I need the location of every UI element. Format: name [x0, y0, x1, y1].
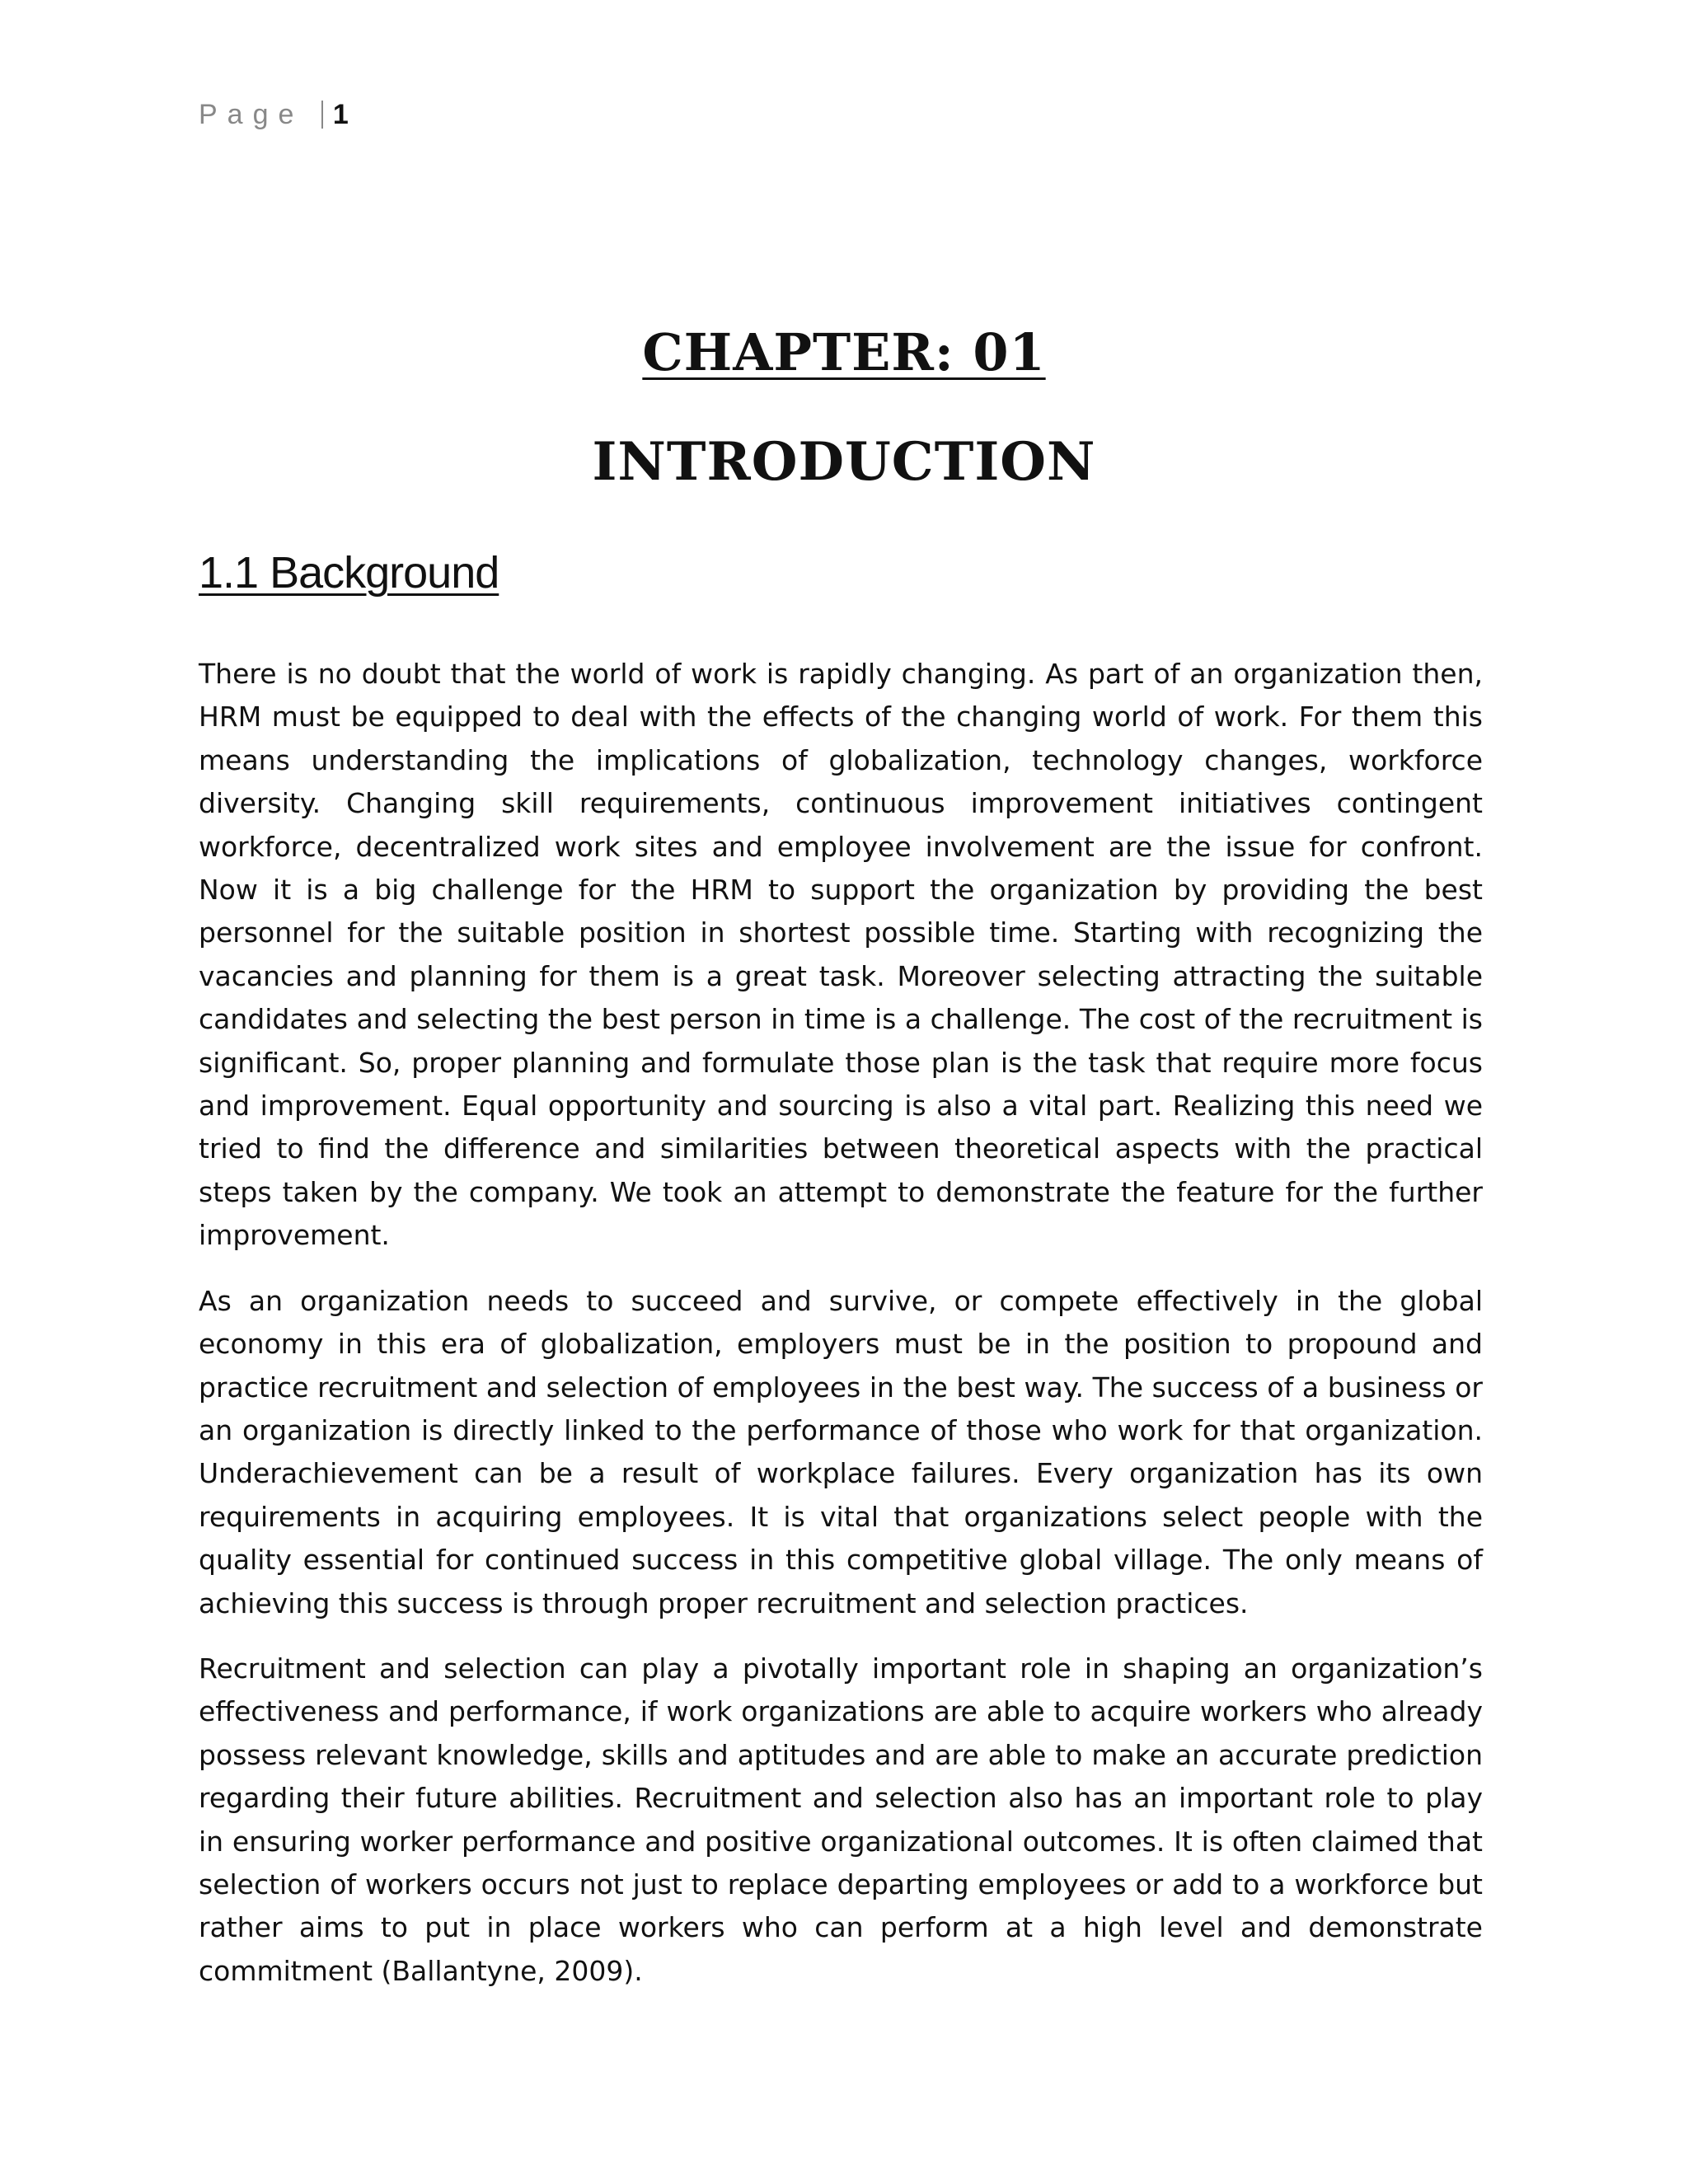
- chapter-subtitle: INTRODUCTION: [592, 431, 1096, 493]
- body-text: [199, 653, 1483, 2015]
- paragraph: There is no doubt that the world of work is rapidly changing. As part of an organization then, HRM must be equipped to deal with the effects of the changing world of work. For them this means understanding the implications of globalization, technology changes, workforce diversity. Changing skill requirements, continuous improvement initiatives contingent workforce, decentralized work sites and employee involvement are the issue for confront. Now it is a big challenge for the HRM to support the organization by providing the best personnel for the suitable position in shortest possible time. Starting with recognizing the vacancies and planning for them is a great task. Moreover selecting attracting the suitable candidates and selecting the best person in time is a challenge. The cost of the recruitment is significant. So, proper planning and formulate those plan is the task that require more focus and improvement. Equal opportunity and sourcing is also a vital part. Realizing this need we tried to find the difference and similarities between theoretical aspects with the practical steps taken by the company. We took an attempt to demonstrate the feature for the further improvement.: [199, 658, 1483, 1252]
- paragraph: Recruitment and selection can play a pivotally important role in shaping an organization’s effectiveness and performance, if work organizations are able to acquire workers who already possess relevant knowledge, skills and aptitudes and are able to make an accurate prediction regarding their future abilities. Recruitment and selection also has an important role to play in ensuring worker performance and positive organizational outcomes. It is often claimed that selection of workers occurs not just to replace departing employees or add to a workforce but rather aims to put in place workers who can perform at a high level and demonstrate commitment (Ballantyne, 2009).: [199, 1652, 1483, 1987]
- paragraph: As an organization needs to succeed and survive, or compete effectively in the global economy in this era of globalization, employers must be in the position to propound and practice recruitment and selection of employees in the best way. The success of a business or an organization is directly linked to the performance of those who work for that organization. Underachievement can be a result of workplace failures. Every organization has its own requirements in acquiring employees. It is vital that organizations select people with the quality essential for continued success in this competitive global village. The only means of achieving this success is through proper recruitment and selection practices.: [199, 1284, 1483, 1619]
- chapter-title: [0, 320, 1688, 386]
- page-header: [199, 99, 349, 131]
- section-heading: 1.1 Background: [199, 548, 499, 598]
- page-number: 1: [332, 99, 349, 130]
- chapter-title-text: CHAPTER: 01: [642, 322, 1046, 382]
- page-label: Page: [199, 99, 304, 130]
- page-separator: [321, 101, 323, 129]
